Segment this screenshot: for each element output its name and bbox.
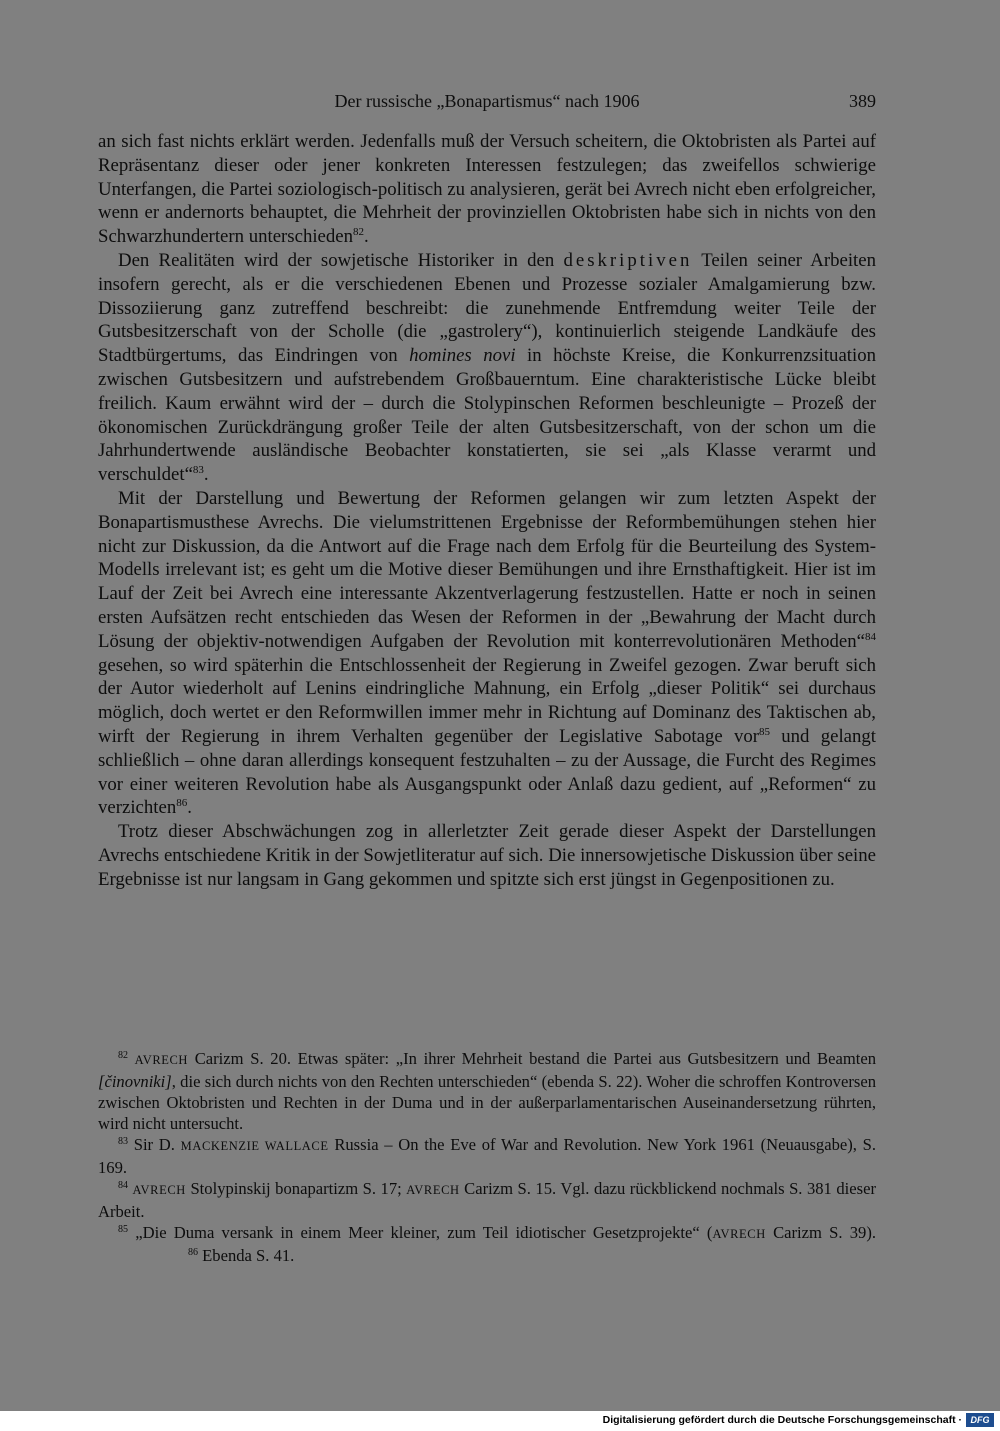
footnote-text: „Die Duma versank in einem Meer kleiner, zum Teil idiotischer Gesetzprojekte“ ( (135, 1223, 713, 1242)
footnote-text: Sir D. (133, 1135, 181, 1154)
footnote-text: Russia – On the Eve of War and Revolution. New York 1961 (Neuausgabe), S. 169. (98, 1135, 876, 1177)
paragraph-1 (98, 130, 876, 249)
footnote-number: 85 (118, 1224, 128, 1235)
footnote-number: 82 (118, 1050, 128, 1061)
footnote-ref-85: 85 (759, 725, 770, 738)
author-name: AVRECH (134, 1053, 189, 1067)
italic-term: [činovniki] (98, 1072, 172, 1091)
body-text (98, 130, 876, 892)
footnote-text: Carizm S. 39). (765, 1223, 876, 1242)
footnote-ref-86: 86 (176, 797, 188, 810)
footnote-ref-82: 82 (353, 226, 365, 239)
paragraph-text: und gelangt schließlich – ohne daran allerdings konsequent festzuhalten – zu der Aussage, die Furcht des Regimes vor einer weiteren Revolution habe als Ausgangspunkt oder Anlaß dazu gedient, auf „Reformen“ zu verzichten (98, 725, 876, 819)
paragraph-text: . (203, 464, 209, 486)
digitization-credit: Digitalisierung gefördert durch die Deutsche Forschungsgemeinschaft · (602, 1414, 962, 1426)
author-name: AVRECH (406, 1183, 460, 1197)
paragraph-text: Teilen seiner Arbeiten insofern gerecht, als er die verschiedenen Ebenen und Prozesse sozialer Amalgamierung bzw. Dissoziierung ganz zutreffend beschreibt: die zunehmende Entfremdung weiter Teile der Gutsbesitzerschaft von der Scholle (die „gastrolery“), kontinuierlich steigende Landkäufe des Stadtbürgertums, das Eindringen von (98, 249, 876, 367)
footnote-text: Carizm S. 20. Etwas später: „In ihrer Mehrheit bestand die Partei aus Gutsbesitzern und Beamten (188, 1049, 876, 1068)
paragraph-text: . (187, 797, 192, 819)
page-number: 389 (849, 91, 876, 111)
author-name: MACKENZIE WALLACE (180, 1139, 329, 1153)
running-title: Der russische „Bonapartismus“ nach 1906 (334, 91, 640, 111)
footnote-82 (98, 1048, 876, 1134)
footnote-ref-84: 84 (865, 630, 876, 643)
paragraph-text: . (364, 226, 369, 248)
running-head (98, 90, 876, 114)
footnote-number: 84 (118, 1180, 128, 1191)
footnote-text: Carizm S. 15. Vgl. dazu rückblickend nochmals S. 381 dieser Arbeit. (98, 1179, 876, 1221)
paragraph-text: Mit der Darstellung und Bewertung der Reformen gelangen wir zum letzten Aspekt der Bonapartismusthese Avrechs. Die vielumstrittenen Ergebnisse der Reformbemühungen stehen hier nicht zur Diskussion, da die Antwort auf die Frage nach dem Erfolg für die Beurteilung des System-Modells irrelevant ist; es geht um die Motive dieser Bemühungen und ihre Ernsthaftigkeit. Hier ist im Lauf der Zeit bei Avrech eine interessante Akzentverlagerung festzustellen. Hatte er noch in seinen ersten Aufsätzen recht entschieden das Wesen der Reformen in der „Bewahrung der Macht durch Lösung der objektiv-notwendigen Aufgaben der Revolution mit konterrevolutionären Methoden“ (98, 487, 876, 652)
paragraph-text: Den Realitäten wird der sowjetische Historiker in den (118, 249, 564, 271)
footnote-text: , die sich durch nichts von den Rechten unterschieden“ (ebenda S. 22). Woher die schroffen Kontroversen zwischen Oktobristen und Rechten in der Duma und in der außerparlamentarischen Auseinandersetzung rührten, wird nicht untersucht. (98, 1072, 876, 1133)
dfg-logo-icon: DFG (966, 1413, 994, 1427)
footnote-text: Stolypinskij bonapartizm S. 17; (185, 1179, 407, 1198)
paragraph-text: gesehen, so wird späterhin die Entschlossenheit der Regierung in Zweifel gezogen. Zwar beruft sich der Autor wiederholt auf Lenins eindringliche Mahnung, ein Erfolg „dieser Politik“ sei durchaus möglich, doch wertet er den Reformwillen immer mehr in Richtung auf Dominanz des Taktischen ab, wirft der Regierung in ihrem Verhalten gegenüber der Legislative Sabotage vor (98, 654, 876, 747)
footnote-ref-83: 83 (192, 464, 204, 477)
footnote-85 (98, 1222, 876, 1266)
paragraph-text: in höchste Kreise, die Konkurrenzsituation zwischen Gutsbesitzern und aufstrebendem Großbauerntum. Eine charakteristische Lücke bleibt freilich. Kaum erwähnt wird der – durch die Stolypinschen Reformen beschleunigte – Prozeß der ökonomischen Zurückdrängung großer Teile der alten Gutsbesitzerschaft, von der schon um die Jahrhundertwende ausländische Beobachter konstatierten, sie sei „als Klasse verarmt und verschuldet“ (98, 345, 876, 486)
footnotes (98, 1048, 876, 1266)
footnote-86-text: Ebenda S. 41. (202, 1246, 295, 1265)
italic-term: homines novi (409, 345, 516, 367)
footnote-number-86: 86 (188, 1247, 198, 1258)
emphasized-term: deskriptiven (563, 249, 693, 271)
paragraph-3 (98, 487, 876, 820)
paragraph-4 (98, 820, 876, 891)
footnote-83 (98, 1134, 876, 1178)
paragraph-text: an sich fast nichts erklärt werden. Jedenfalls muß der Versuch scheitern, die Oktobristen als Partei auf Repräsentanz dieser oder jener konkreten Interessen festzulegen; das zweifellos schwierige Unterfangen, die Partei soziologisch-politisch zu analysieren, gerät bei Avrech nicht eben erfolgreicher, wenn er andernorts behauptet, die Mehrheit der provinziellen Oktobristen habe sich in nichts von den Schwarzhundertern unterschieden (98, 131, 876, 248)
digitization-credit-bar (0, 1411, 1000, 1431)
author-name: AVRECH (712, 1227, 766, 1241)
footnote-84 (98, 1178, 876, 1222)
paragraph-text: Trotz dieser Abschwächungen zog in allerletzter Zeit gerade dieser Aspekt der Darstellungen Avrechs entschiedene Kritik in der Sowjetliteratur auf sich. Die innersowjetische Diskussion über seine Ergebnisse ist nur langsam in Gang gekommen und spitzte sich erst jüngst in Gegenpositionen zu. (98, 821, 876, 890)
paragraph-2 (98, 249, 876, 487)
author-name: AVRECH (132, 1183, 186, 1197)
footnote-number: 83 (118, 1136, 128, 1147)
